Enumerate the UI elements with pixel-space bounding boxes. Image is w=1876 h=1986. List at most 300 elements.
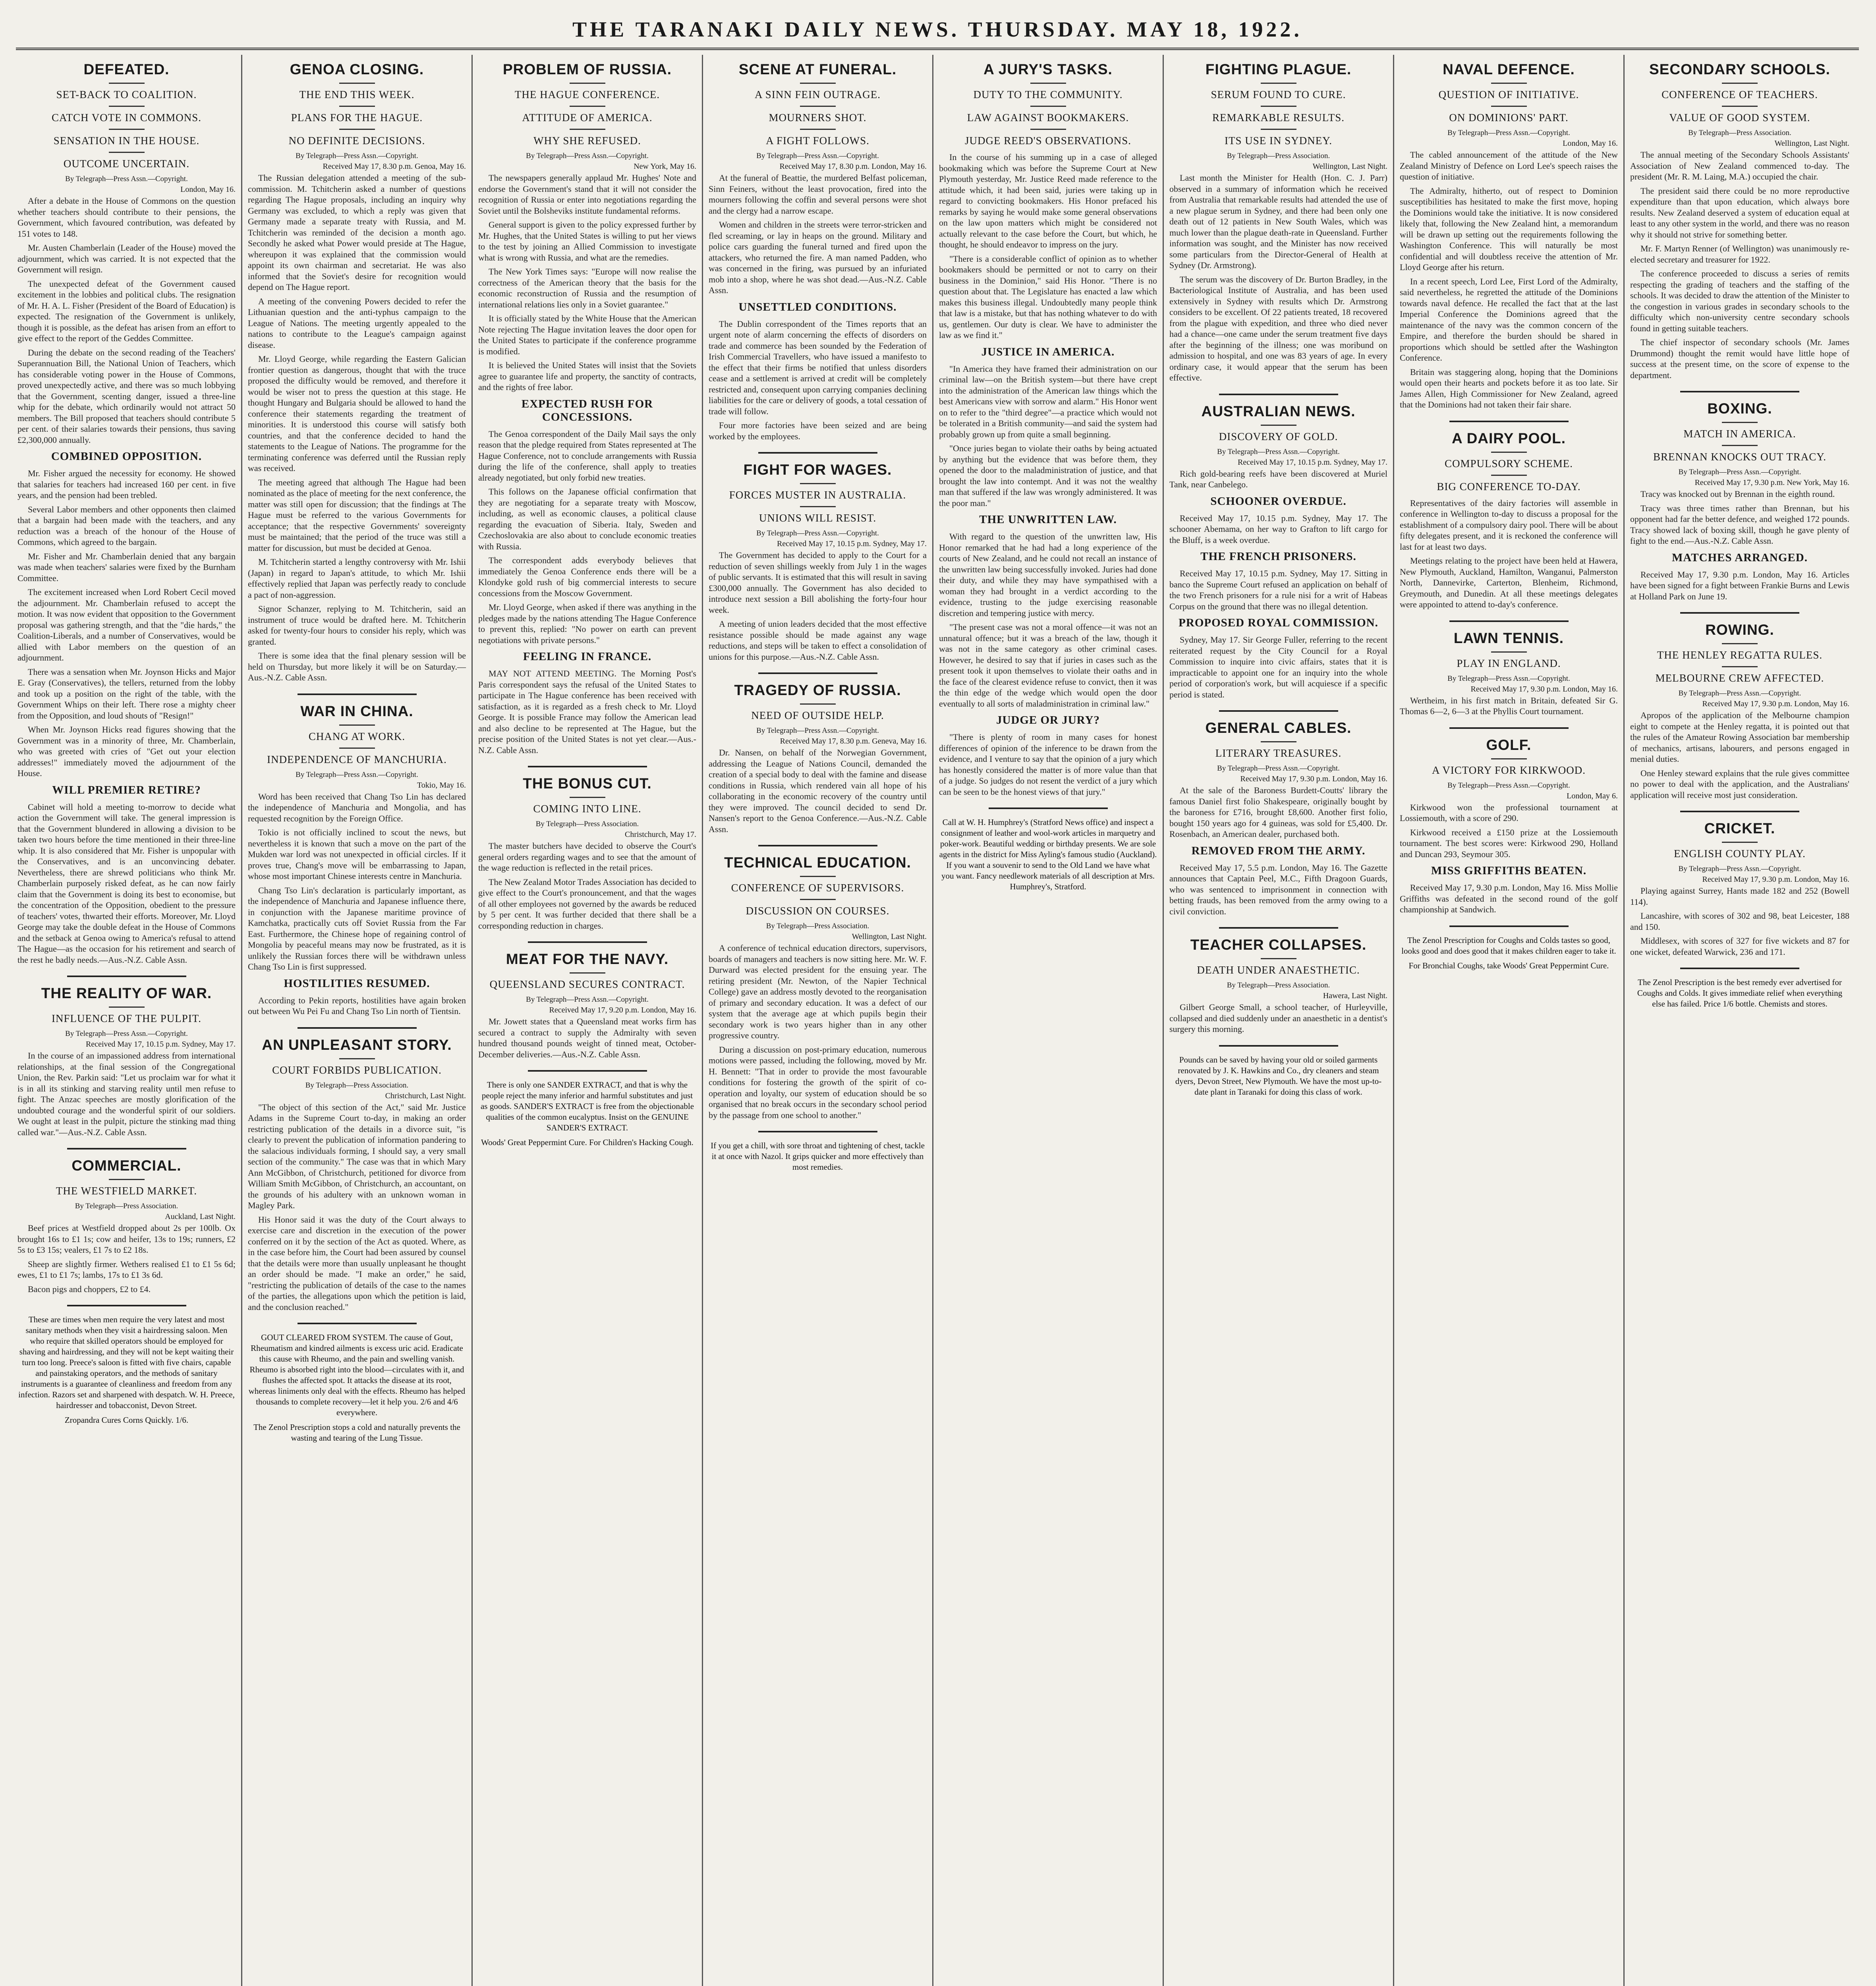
subheading: COMPULSORY SCHEME. (1444, 457, 1573, 469)
wire-credit: By Telegraph—Press Association. (75, 1202, 178, 1210)
paragraph: Four more factories have been seized and are being worked by the employees. (709, 420, 927, 441)
dateline: Auckland, Last Night. (165, 1212, 236, 1221)
headline: CRICKET. (1704, 820, 1776, 837)
article-body (1169, 172, 1387, 383)
paragraph: This follows on the Japanese official confirmation that they are negotiating for a separate treaty with Moscow, including, as well as economic clauses, a political clause regarding the evacuation of Siberia. Italy, Sweden and Czechoslovakia are also about to conclude economic treaties with Russia. (478, 487, 696, 551)
article (248, 1037, 466, 1313)
subheading: FORCES MUSTER IN AUSTRALIA. (729, 489, 906, 501)
divider-rule (109, 152, 145, 153)
paragraph: Gilbert George Small, a school teacher, of Hurleyville, collapsed and died suddenly under an anaesthetic in a dentist's surgery this morning. (1169, 1002, 1387, 1034)
article (1630, 820, 1849, 957)
section-heading: REMOVED FROM THE ARMY. (1191, 844, 1366, 857)
section-heading: MATCHES ARRANGED. (1672, 551, 1808, 564)
column-3 (473, 55, 703, 1986)
subheading: COMING INTO LINE. (533, 803, 641, 815)
paragraph: Mr. Lloyd George, while regarding the Eastern Galician frontier question as dangerous, thought that with the truce proposed the difficulty would be removed, and therefore it would be wiser not to press the question at this stage. He thought Hungary and Bulgaria should be allowed to hand the conference their statements regarding the treatment of minorities. It is understood this course will satisfy both countries, and that the conference decided to hand the statements to the League of Nations. The programme for the terminating conference was deferred until the Russian reply was received. (248, 354, 466, 473)
article-body (17, 195, 236, 965)
article-separator (1680, 391, 1799, 392)
subheading: INDEPENDENCE OF MANCHURIA. (267, 753, 447, 765)
column-2 (242, 55, 473, 1986)
divider-rule (109, 83, 145, 84)
paragraph: The president said there could be no more reproductive expenditure than that upon education, which always bore results. New Zealand deserved a system of education equal at least to any other system in the world, and there was no reason why it should not strive for something better. (1630, 185, 1849, 240)
paragraph: The excitement increased when Lord Robert Cecil moved the adjournment. Mr. Chamberlain refused to accept the motion. It was now evident that opposition to the Government proposal was gathering strength, and that the "die hards," the Coalition-Liberals, and a number of Conservatives, would be allied with Labor members on the question of an adjournment. (17, 587, 236, 663)
paragraph: It is believed the United States will insist that the Soviets agree to guarantee life and property, the sanctity of contracts, and the rights of free labor. (478, 360, 696, 392)
section-heading: HOSTILITIES RESUMED. (284, 977, 430, 990)
paragraph: Lancashire, with scores of 302 and 98, beat Leicester, 188 and 150. (1630, 911, 1849, 932)
paragraph: General support is given to the policy expressed further by Mr. Hughes, that the United States is willing to put her views to the test by joining an Allied Commission to investigate what is wrong with Russia, and what are the remedies. (478, 220, 696, 263)
paragraph: "There is a considerable conflict of opinion as to whether bookmakers should be permitted or not to carry on their business in the Dominion," said His Honor. "There is no question about that. The Legislature has enacted a law which makes this business illegal. Undoubtedly many people think that law is a mistake, but that has nothing whatever to do with us, gentlemen. Our duty is clear. We have to administer the law as we find it." (939, 253, 1157, 340)
subheading: QUEENSLAND SECURES CONTRACT. (489, 978, 685, 990)
article (248, 703, 466, 1017)
column-4 (703, 55, 933, 1986)
article-separator (298, 1323, 417, 1324)
subheading: THE HAGUE CONFERENCE. (514, 89, 660, 100)
subheading: INFLUENCE OF THE PULPIT. (51, 1012, 201, 1024)
paragraph: Received May 17, 10.15 p.m. Sydney, May 17. The schooner Abemama, on her way to Grafton to lift cargo for the Bluff, is a week overdue. (1169, 513, 1387, 545)
divider-rule (109, 129, 145, 130)
article (1169, 720, 1387, 917)
subheading: THE WESTFIELD MARKET. (56, 1185, 197, 1197)
divider-rule (339, 83, 375, 84)
divider-rule (800, 703, 836, 705)
wire-credit: By Telegraph—Press Association. (766, 922, 869, 930)
paragraph: There was a sensation when Mr. Joynson Hicks and Major E. Gray (Conservatives), the tellers, returned from the lobby and took up a position on the right of the table, with the Government Whips on their left. There rose a mighty cheer from the Opposition, and loud shouts of "Resign!" (17, 667, 236, 721)
dateline: Wellington, Last Night. (852, 932, 927, 941)
headline: A JURY'S TASKS. (983, 61, 1113, 77)
paragraph: Tracy was three times rather than Brennan, but his opponent had far the better defence, and weighed 172 pounds. Tracy showed lack of boxing skill, though he gave plenty of fight to the end.—Aus.-N.Z. Cable Assn. (1630, 503, 1849, 546)
paragraph: M. Tchitcherin started a lengthy controversy with Mr. Ishii (Japan) in regard to Japan's attitude, to which Mr. Ishii effectively replied that Japan was perfectly ready to conclude a pact of non-aggression. (248, 557, 466, 600)
subheading: CONFERENCE OF SUPERVISORS. (731, 882, 904, 894)
paragraph: Mr. Austen Chamberlain (Leader of the House) moved the adjournment, which was carried. It is not expected that the Government will resign. (17, 243, 236, 274)
subheading: MOURNERS SHOT. (769, 112, 867, 124)
article-separator (989, 808, 1108, 809)
article (478, 951, 696, 1060)
article-separator (67, 1305, 186, 1306)
headline: A DAIRY POOL. (1451, 430, 1566, 446)
headline: TEACHER COLLAPSES. (1190, 937, 1367, 953)
article-separator (528, 1070, 647, 1072)
advertisement: These are times when men require the very latest and most sanitary methods when they visit a hairdressing saloon. Men who require that skilled operators should be employed for shaving and hairdressing, and they will not be kept waiting their turn too long. Preece's saloon is fitted with five chairs, capable and painstaking operators, and the methods of sanitary instruments is a guarantee of cleanliness and freedom from any infection. Razors set and sharpened with despatch. W. H. Preece, hairdresser and tobacconist, Devon Street. (18, 1315, 235, 1410)
wire-credit: By Telegraph—Press Assn.—Copyright. (526, 152, 649, 160)
paragraph: Received May 17, 10.15 p.m. Sydney, May 17. Sitting in banco the Supreme Court refused an application on behalf of the two French prisoners for a rule nisi for a writ of Habeas Corpus on the ground that there was no illegal detention. (1169, 568, 1387, 611)
paragraph: The Genoa correspondent of the Daily Mail says the only reason that the pledge required from States represented at The Hague Conference, not to conclude arrangements with Russia during the life of the conference, shall apply to treaties already negotiated, but only forbid new treaties. (478, 429, 696, 483)
section-heading: COMBINED OPPOSITION. (51, 450, 202, 463)
subheading: ITS USE IN SYDNEY. (1224, 135, 1333, 147)
paragraph: The correspondent adds everybody believes that immediately the Genoa Conference ends there will be a Klondyke gold rush of big commercial interests to secure concessions from the Moscow Government. (478, 555, 696, 598)
divider-rule (800, 129, 836, 130)
paragraph: In a recent speech, Lord Lee, First Lord of the Admiralty, said nevertheless, he regretted the attitude of the Dominions towards naval defence. He recalled the fact that at the last Imperial Conference the Dominions agreed that the maintenance of the navy was the common concern of the Empire, and therefore the burden should be shared in proportions which should be settled after the Washington Conference. (1400, 276, 1618, 363)
wire-credit: By Telegraph—Press Assn.—Copyright. (1678, 468, 1801, 476)
paragraph: Cabinet will hold a meeting to-morrow to decide what action the Government will take. The general impression is that the Government blundered in allowing a division to be taken two hours before the time mentioned in their three-line whip. It is also considered that Mr. Fisher is unpopular with the Conservatives, and is an unconvincing debater. Nevertheless, there are shrewd politicians who think Mr. Chamberlain purposely risked defeat, as he can now fairly claim that the Government is doing its best to economise, but the concentration of the Opposition, obedient to the pressure of teachers' votes, thwarted their efforts. Moreover, Mr. Lloyd George may take the double defeat in the House of Commons and the setback at Genoa owing to America's refusal to attend The Hague—as the occasion for his retirement and search of the rest he badly needs.—Aus.-N.Z. Cable Assn. (17, 802, 236, 965)
subheading: PLANS FOR THE HAGUE. (291, 112, 423, 124)
article-separator (1219, 1045, 1338, 1047)
subheading: ON DOMINIONS' PART. (1449, 112, 1569, 124)
article-body (1169, 785, 1387, 917)
divider-rule (339, 1058, 375, 1059)
wire-credit: By Telegraph—Press Assn.—Copyright. (1217, 764, 1340, 773)
subheading: REMARKABLE RESULTS. (1212, 112, 1345, 124)
footer-notice: Woods' Great Peppermint Cure. For Children's Hacking Cough. (481, 1138, 694, 1147)
subheading: UNIONS WILL RESIST. (759, 512, 877, 524)
paragraph: When Mr. Joynson Hicks read figures showing that the Government was in a minority of three, Mr. Chamberlain, who was greeted with cries of "Get out your election addresses!" immediately moved the adjournment of the House. (17, 724, 236, 778)
dateline: Hawera, Last Night. (1323, 991, 1387, 1000)
article-body (1400, 695, 1618, 717)
paragraph: Tracy was knocked out by Brennan in the eighth round. (1640, 489, 1835, 499)
paragraph: The Admiralty, hitherto, out of respect to Dominion susceptibilities has hesitated to make the first move, hoping the Dominions would take the initiative. It is now considered likely that, following the New Zealand hint, a memorandum will be drawn up setting out the requirements following the Washington Conference. This will naturally be most confidential and will doubtless receive the attention of Mr. Lloyd George after his return. (1400, 185, 1618, 272)
paragraph: Tokio is not officially inclined to scout the news, but nevertheless it is known that such a move on the part of the Mukden war lord was not unexpected in official circles. If it proves true, Chang's move will be embarrassing to Japan, whose most important Chinese interests centre in Manchuria. (248, 827, 466, 881)
dateline: Christchurch, Last Night. (385, 1091, 466, 1100)
divider-rule (1491, 758, 1527, 759)
article-body (248, 1102, 466, 1313)
paragraph: In the course of his summing up in a case of alleged bookmaking which was before the Supreme Court at New Plymouth yesterday, Mr. Justice Reed made reference to the attitude which, it had been said, juries were taking up in regard to convicting bookmakers. His Honor prefaced his remarks by saying he would make some general observations on the law upon matters which might be considered not actually relevant to the case before the Court, but which, he thought, he should endeavor to impress on the jury. (939, 152, 1157, 249)
paragraph: Middlesex, with scores of 327 for five wickets and 87 for one wicket, defeated Warwick, 236 and 171. (1630, 936, 1849, 957)
section-heading: PROPOSED ROYAL COMMISSION. (1179, 616, 1378, 629)
paragraph: After a debate in the House of Commons on the question whether teachers should contribute to their pensions, the Government, which favoured contribution, was defeated by 151 votes to 148. (17, 196, 236, 239)
subheading: DEATH UNDER ANAESTHETIC. (1197, 964, 1360, 976)
dateline: New York, May 16. (634, 162, 696, 171)
section-heading: EXPECTED RUSH FOR CONCESSIONS. (521, 397, 653, 423)
divider-rule (1722, 445, 1758, 446)
section-heading: SCHOONER OVERDUE. (1210, 495, 1347, 508)
divider-rule (1491, 475, 1527, 476)
section-heading: FEELING IN FRANCE. (523, 650, 652, 663)
article-body (939, 152, 1157, 797)
divider-rule (570, 106, 605, 107)
wire-credit: By Telegraph—Press Assn.—Copyright. (1678, 689, 1801, 697)
headline: FIGHTING PLAGUE. (1205, 61, 1352, 77)
divider-rule (109, 1007, 145, 1008)
subheading: MELBOURNE CREW AFFECTED. (1655, 672, 1824, 684)
advertisement: Pounds can be saved by having your old or soiled garments renovated by J. K. Hawkins and Co., dry cleaners and steam dyers, Devon Street, New Plymouth. We have the most up-to-date plant in Taranaki for doing this class of work. (1175, 1055, 1382, 1097)
article-separator (1680, 968, 1799, 969)
headline: GENERAL CABLES. (1205, 720, 1352, 736)
headline: THE BONUS CUT. (523, 775, 652, 792)
subheading: SET-BACK TO COALITION. (56, 89, 197, 100)
paragraph: "The object of this section of the Act," said Mr. Justice Adams in the Supreme Court to-day, in making an order restricting publication of the details in a divorce suit, "is clearly to prevent the publication of information pandering to the salacious individuals forming, I should say, a very small section of the community." The case was that in which Mary Ann McGibbon, of Christchurch, petitioned for divorce from William Smith McGibbon, of Christchurch, an accountant, on the grounds of his adultery with an unknown woman in Magley Park. (248, 1102, 466, 1210)
subheading: SERUM FOUND TO CURE. (1211, 89, 1346, 100)
column-8 (1625, 55, 1855, 1986)
article (1400, 630, 1618, 717)
paragraph: Mr. Fisher argued the necessity for economy. He showed that salaries for teachers had increased 160 per cent. in five years, and the pension had been trebled. (17, 468, 236, 500)
subheading: LITERARY TREASURES. (1215, 747, 1342, 759)
paragraph: Kirkwood received a £150 prize at the Lossiemouth tournament. The best scores were: Kirkwood 290, Holland and Duncan 293, Seymour 305. (1400, 827, 1618, 859)
wire-credit: By Telegraph—Press Assn.—Copyright. (756, 529, 879, 537)
subheading: DISCOVERY OF GOLD. (1219, 430, 1338, 442)
article-body (1630, 885, 1849, 957)
article-body (1630, 710, 1849, 800)
dateline: Received May 17, 10.15 p.m. Sydney, May 17. (1238, 458, 1387, 467)
paragraph: Beef prices at Westfield dropped about 2s per 100lb. Ox brought 16s to £1 1s; cow and heifer, 13s to 19s; runners, £2 5s to £3 15s; vealers, £1 7s to £2 18s. (17, 1223, 236, 1255)
wire-credit: By Telegraph—Press Assn.—Copyright. (1217, 447, 1340, 456)
wire-credit: By Telegraph—Press Assn.—Copyright. (296, 770, 418, 779)
article-separator (528, 941, 647, 943)
divider-rule (339, 129, 375, 130)
wire-credit: By Telegraph—Press Assn.—Copyright. (65, 1030, 188, 1038)
article-separator (1449, 925, 1569, 927)
divider-rule (1261, 106, 1296, 107)
headline: PROBLEM OF RUSSIA. (502, 61, 672, 77)
subheading: VALUE OF GOOD SYSTEM. (1669, 112, 1810, 124)
footer-notice: For Bronchial Coughs, take Woods' Great Peppermint Cure. (1408, 960, 1609, 970)
subheading: JUDGE REED'S OBSERVATIONS. (964, 135, 1131, 147)
masthead-title: THE TARANAKI DAILY NEWS. THURSDAY. MAY 18, 1922. (572, 17, 1302, 41)
divider-rule (800, 506, 836, 507)
subheading: PLAY IN ENGLAND. (1457, 657, 1561, 669)
article-separator (758, 672, 877, 674)
wire-credit: By Telegraph—Press Assn.—Copyright. (526, 995, 649, 1004)
dateline: London, May 6. (1567, 791, 1618, 800)
subheading: THE END THIS WEEK. (299, 89, 415, 100)
divider-rule (109, 106, 145, 107)
dateline: Received May 17, 8.30 p.m. Geneva, May 16. (780, 737, 927, 746)
advertisement: Call at W. H. Humphrey's (Stratford News office) and inspect a consignment of leather and wool-work articles in marquetry and poker-work. Beautiful wedding or birthday presents. We are sole agents in the district for Miss Ayling's famous studio (Auckland). If you want a souvenir to send to the Old Land we have what you want. Fancy needlework materials of all description at Mrs. Humphrey's, Stratford. (939, 817, 1157, 891)
article-separator (1680, 811, 1799, 812)
paragraph: The master butchers have decided to observe the Court's general orders regarding wages and to see that the amount of the wage reduction is reflected in the retail prices. (478, 841, 696, 873)
headline: AUSTRALIAN NEWS. (1201, 403, 1356, 419)
article (1169, 61, 1387, 383)
section-heading: THE FRENCH PRISONERS. (1200, 550, 1356, 563)
divider-rule (109, 1179, 145, 1180)
article-body (1630, 489, 1849, 602)
paragraph: "The present case was not a moral offence—it was not an unnatural offence; but it was a breach of the law, though it was not in the same category as other criminal cases. However, he desired to say that if juries in cases such as the present took it upon themselves to violate their oaths and in the face of the clearest evidence refuse to convict, then it was the thin edge of the wedge which would open the door eventually to all sorts of maladministration in criminal law." (939, 622, 1157, 709)
divider-rule (800, 899, 836, 900)
paragraph: "Once juries began to violate their oaths by being actuated by anything but the evidence that was before them, they opened the door to the maladministration of justice, and that brought the law into contempt. And it was not the wealthy man that suffered if the law was wrongly administered. It was the poor man." (939, 443, 1157, 508)
article-body (478, 840, 696, 931)
divider-rule (1030, 83, 1066, 84)
article (1169, 403, 1387, 700)
section-heading: THE UNWRITTEN LAW. (979, 513, 1117, 526)
subheading: MATCH IN AMERICA. (1683, 428, 1796, 440)
divider-rule (570, 972, 605, 974)
divider-rule (1491, 651, 1527, 653)
article-body (17, 1050, 236, 1138)
wire-credit: By Telegraph—Press Association. (535, 820, 639, 828)
paragraph: The New York Times says: "Europe will now realise the correctness of the American theory that the basis for the economic reconstruction of Russia and the resumption of international relations lies only in a Soviet guarantee." (478, 267, 696, 309)
dateline: Received May 17, 9.20 p.m. London, May 16. (549, 1006, 696, 1014)
paragraph: "There is plenty of room in many cases for honest differences of opinion of the inference to be drawn from the evidence, and I venture to say that the opinion of a jury which has honestly considered the matter is of more value than that of a judge. So judges do not resent the verdict of a jury which can be seen to be the honest views of that jury." (939, 732, 1157, 797)
divider-rule (1722, 643, 1758, 644)
wire-credit: By Telegraph—Press Assn.—Copyright. (65, 175, 188, 183)
paragraph: The New Zealand Motor Trades Association has decided to give effect to the Court's pronouncement, and that the wages of all other employees not governed by the awards be reduced by 5 per cent. It was further decided that there shall be a corresponding reduction in charges. (478, 877, 696, 931)
headline: MEAT FOR THE NAVY. (506, 951, 669, 967)
divider-rule (800, 83, 836, 84)
section-heading: MISS GRIFFITHS BEATEN. (1431, 864, 1587, 877)
article-body (1400, 802, 1618, 915)
section-heading: JUSTICE IN AMERICA. (981, 345, 1115, 358)
article (709, 462, 927, 662)
article (478, 61, 696, 755)
dateline: Received May 17, 9.30 p.m. London, May 16. (1702, 875, 1849, 884)
divider-rule (1491, 83, 1527, 84)
divider-rule (1261, 129, 1296, 130)
dateline: Wellington, Last Night. (1312, 162, 1387, 171)
divider-rule (339, 724, 375, 726)
section-heading: WILL PREMIER RETIRE? (52, 783, 201, 796)
column-7 (1394, 55, 1625, 1986)
paragraph: The cabled announcement of the attitude of the New Zealand Ministry of Defence on Lord Lee's speech raises the question of initiative. (1400, 150, 1618, 182)
headline: BOXING. (1707, 400, 1772, 417)
paragraph: Dr. Nansen, on behalf of the Norwegian Government, addressing the League of Nations Council, demanded the creation of a special body to deal with the famine and disease conditions in Russia, which rendered vain all hope of his collaborating in the economic recovery of the country until they were improved. The council decided to send Dr. Nansen's report to the Genoa Conference.—Aus.-N.Z. Cable Assn. (709, 748, 927, 834)
paragraph: Sheep are slightly firmer. Wethers realised £1 to £1 5s 6d; ewes, £1 to £1 7s; lambs, 17s to £1 3s 6d. (17, 1259, 236, 1280)
paragraph: Received May 17, 9.30 p.m. London, May 16. Articles have been signed for a fight between Frankie Burns and Lewis at Holland Park on June 19. (1630, 569, 1849, 601)
divider-rule (1261, 958, 1296, 959)
article-separator (67, 976, 186, 977)
article-separator (1449, 727, 1569, 729)
divider-rule (1030, 129, 1066, 130)
dateline: Received May 17, 8.30 p.m. London, May 16. (779, 162, 927, 171)
article (17, 61, 236, 965)
article (1630, 400, 1849, 602)
divider-rule (1722, 106, 1758, 107)
newspaper-columns (12, 55, 1863, 1986)
subheading: THE HENLEY REGATTA RULES. (1657, 649, 1823, 661)
divider-rule (570, 797, 605, 798)
paragraph: Britain was staggering along, hoping that the Dominions would open their hearts and pockets before it as too late. Sir James Allen, High Commissioner for New Zealand, agreed that the Dominions had not taken their fair share. (1400, 367, 1618, 410)
headline: THE REALITY OF WAR. (41, 985, 212, 1001)
article-body (709, 747, 927, 835)
paragraph: Mr. F. Martyn Renner (of Wellington) was unanimously re-elected secretary and treasurer for 1922. (1630, 243, 1849, 265)
divider-rule (1491, 106, 1527, 107)
paragraph: Rich gold-bearing reefs have been discovered at Muriel Tank, near Canbelego. (1169, 468, 1387, 489)
paragraph: Signor Schanzer, replying to M. Tchitcherin, said an instrument of truce would be drafted here. M. Tchitcherin asked for twenty-four hours to consider his reply, which was granted. (248, 604, 466, 647)
paragraph: Several Labor members and other opponents then claimed that a bargain had been made with the teachers, and any reduction was a breach of the honour of the House of Commons, which agreed to the bargain. (17, 504, 236, 547)
paragraph: Kirkwood won the professional tournament at Lossiemouth, with a score of 290. (1400, 802, 1618, 823)
article-body (17, 1223, 236, 1294)
divider-rule (1261, 83, 1296, 84)
footer-notice: Zropandra Cures Corns Quickly. 1/6. (64, 1415, 189, 1425)
paragraph: The newspapers generally applaud Mr. Hughes' Note and endorse the Government's stand that it will not consider the recognition of Russia or enter into negotiations regarding the Soviet until the Bolsheviks institute fundamental reforms. (478, 173, 696, 216)
advertisement: GOUT CLEARED FROM SYSTEM. The cause of Gout, Rheumatism and kindred ailments is excess uric acid. Eradicate this cause with Rheumo, and the pain and swelling vanish. Rheumo is absorbed right into the blood—circulates with it, and flushes the affected spot. It attacks the disease at its root, whereas liniments only deal with the effects. Rheumo has helped thousands to complete recovery—let it help you. 2/6 and 4/6 everywhere. (248, 1333, 466, 1417)
paragraph: The chief inspector of secondary schools (Mr. James Drummond) thought the remit would have little hope of success at the present time, on the score of expense to the department. (1630, 337, 1849, 380)
article (1630, 622, 1849, 800)
paragraph: The Russian delegation attended a meeting of the sub-commission. M. Tchitcherin asked a number of questions regarding The Hague proposals, including an inquiry why Germany was excluded, to which a reply was given that Germany made a separate treaty with Russia, and M. Tchitcherin was reminded of the decision a month ago. Secondly he asked what Power would preside at The Hague, whereupon it was explained that the commission would appoint its own chairman and secretariat. He was also informed that the Soviet's desire for recognition would depend on The Hague report. (248, 173, 466, 292)
dateline: Received May 17, 10.15 p.m. Sydney, May 17. (777, 539, 927, 548)
section-heading: JUDGE OR JURY? (996, 714, 1100, 726)
headline: WAR IN CHINA. (300, 703, 413, 719)
dateline: London, May 16. (180, 185, 236, 194)
paragraph: At the sale of the Baroness Burdett-Coutts' library the famous Daniel first folio Shakespeare, originally bought by the baroness for £716, brought £8,600. Another first folio, bought 150 years ago for 4 guineas, was sold for £5,400. Dr. Rosenbach, an American dealer, purchased both. (1169, 785, 1387, 839)
article-body (478, 172, 696, 755)
paragraph: Mr. Jowett states that a Queensland meat works firm has secured a contract to supply the Admiralty with seven hundred thousand pounds weight of tinned meat, October-December deliveries.—Aus.-N.Z. Cable Assn. (478, 1016, 696, 1059)
article-body (1630, 149, 1849, 381)
headline: TRAGEDY OF RUSSIA. (734, 682, 901, 698)
divider-rule (1722, 666, 1758, 667)
paragraph: Meetings relating to the project have been held at Hawera, New Plymouth, Auckland, Hamilton, Wanganui, Palmerston North, Dannevirke, Carterton, Blenheim, Richmond, Greymouth, and Dunedin. At all these meetings delegates were appointed to attend to-day's conference. (1400, 556, 1618, 609)
paragraph: During a discussion on post-primary education, numerous motions were passed, including the following, moved by Mr. H. Bennett: "That in order to provide the most favourable conditions for fostering the growth of the spirit of co-operation and loyalty, our system of education should be so organised that no break occurs in the secondary school period by the passage from one school to another." (709, 1044, 927, 1120)
article (939, 61, 1157, 797)
wire-credit: By Telegraph—Press Association. (1688, 129, 1791, 137)
article (1400, 61, 1618, 410)
dateline: Wellington, Last Night. (1774, 139, 1849, 148)
subheading: DUTY TO THE COMMUNITY. (973, 89, 1123, 100)
article-separator (298, 694, 417, 695)
paragraph: Women and children in the streets were terror-stricken and fled screaming, or lay in heaps on the ground. Military and police cars guarding the funeral turned and fired upon the attackers, who returned the fire. A man named Padden, who was concerned in the firing, was pursued by an infuriated mob into a shop, where he was shot dead.—Aus.-N.Z. Cable Assn. (709, 220, 927, 295)
column-5 (933, 55, 1164, 1986)
paragraph: Mr. Lloyd George, when asked if there was anything in the pledges made by the nations attending The Hague Conference to prevent this, replied: "No power on earth can prevent negotiations with private persons." (478, 602, 696, 645)
subheading: DISCUSSION ON COURSES. (746, 905, 890, 917)
paragraph: A conference of technical education directors, supervisors, boards of managers and teachers is now sitting here. Mr. W. F. Durward was elected president for the ensuing year. The retiring president (Mr. Newton, of the Napier Technical College) gave an address mostly devoted to the reorganisation of primary and secondary education. It was a defect of our system that the average age at which pupils begin their secondary work is two years higher than in any other progressive country. (709, 943, 927, 1040)
dateline: Received May 17, 9.30 p.m. New York, May 16. (1694, 478, 1849, 487)
article-separator (528, 766, 647, 767)
article-separator (1219, 927, 1338, 929)
paragraph: One Henley steward explains that the rule gives committee no power to deal with the application, and the Australians' application will receive most just consideration. (1630, 768, 1849, 800)
wire-credit: By Telegraph—Press Assn.—Copyright. (1447, 129, 1570, 137)
headline: AN UNPLEASANT STORY. (262, 1036, 452, 1053)
article-body (478, 1016, 696, 1060)
subheading: OUTCOME UNCERTAIN. (63, 158, 190, 170)
article-separator (758, 845, 877, 846)
headline: DEFEATED. (83, 61, 170, 77)
paragraph: MAY NOT ATTEND MEETING. The Morning Post's Paris correspondent says the refusal of the United States to participate in The Hague conference has been received with satisfaction, as it is regarded as a fresh check to Mr. Lloyd George. It is possible France may follow the American lead and also decline to be represented at The Hague, but the precise position of the United States is not yet clear.—Aus.-N.Z. Cable Assn. (478, 668, 696, 755)
divider-rule (570, 83, 605, 84)
divider-rule (1261, 741, 1296, 742)
article (1400, 430, 1618, 610)
paragraph: A meeting of the convening Powers decided to refer the Lithuanian question and the anti-typhus campaign to the League of Nations. The meeting urgently appealed to the nations to contribute to the League's campaign against disease. (248, 296, 466, 350)
article-body (709, 943, 927, 1121)
article (478, 775, 696, 931)
article-body (1169, 468, 1387, 700)
article (248, 61, 466, 683)
footer-notice: The Zenol Prescription stops a cold and naturally prevents the wasting and tearing of the Lung Tissue. (253, 1422, 460, 1443)
article (17, 1157, 236, 1294)
wire-credit: By Telegraph—Press Association. (1227, 152, 1330, 160)
article (1630, 61, 1849, 381)
article-separator (298, 1027, 417, 1029)
advertisement: There is only one SANDER EXTRACT, and that is why the people reject the many inferior and harmful substitutes and just as goods. SANDER'S EXTRACT is free from the objectionable qualities of the common eucalyptus. Insist on the GENUINE SANDER'S EXTRACT. (480, 1080, 694, 1132)
dateline: London, May 16. (1563, 139, 1618, 148)
article-body (709, 172, 927, 442)
dateline: Received May 17, 9.30 p.m. London, May 16. (1240, 775, 1387, 783)
divider-rule (1722, 842, 1758, 843)
subheading: ENGLISH COUNTY PLAY. (1674, 848, 1806, 860)
divider-rule (1261, 425, 1296, 426)
paragraph: The Government has decided to apply to the Court for a reduction of seven shillings weekly from July 1 in the wages of public servants. It is estimated that this will result in saving £300,000 annually. The Government has also decided to introduce next session a Bill abolishing the forty-four hour week. (709, 550, 927, 615)
paragraph: At the funeral of Beattie, the murdered Belfast policeman, Sinn Feiners, without the least provocation, fired into the mourners following the coffin and several persons were shot and the clergy had a narrow escape. (709, 173, 927, 216)
divider-rule (800, 876, 836, 877)
advertisement: If you get a chill, with sore throat and tightening of chest, tackle it at once with Nazol. It grips quicker and more effectively than most remedies. (711, 1141, 925, 1172)
paragraph: The unexpected defeat of the Government caused excitement in the lobbies and political clubs. The resignation of Mr. H. A. L. Fisher (President of the Board of Education) is expected. The resignation of the Government is unlikely, though it is possible, as the defeat has arisen from an effort to give effect to the report of the Geddes Committee. (17, 278, 236, 343)
subheading: CATCH VOTE IN COMMONS. (51, 112, 202, 124)
dateline: Received May 17, 8.30 p.m. Genoa, May 16. (323, 162, 466, 171)
paragraph: Wertheim, in his first match in Britain, defeated Sir G. Thomas 6—2, 6—3 at the Phyllis Court tournament. (1400, 695, 1618, 716)
article-separator (758, 1131, 877, 1132)
subheading: COURT FORBIDS PUBLICATION. (272, 1064, 442, 1076)
wire-credit: By Telegraph—Press Assn.—Copyright. (296, 152, 418, 160)
article-body (709, 550, 927, 662)
paragraph: Playing against Surrey, Hants made 182 and 252 (Bowell 114). (1630, 886, 1849, 907)
article (17, 985, 236, 1138)
headline: TECHNICAL EDUCATION. (724, 854, 911, 871)
paragraph: Mr. Fisher and Mr. Chamberlain denied that any bargain was made when teachers' salaries were fixed by the Burnham Committee. (17, 551, 236, 583)
article-separator (1219, 394, 1338, 395)
paragraph: Last month the Minister for Health (Hon. C. J. Parr) observed in a summary of information which he received from Australia that remarkable results had attended the use of a new plague serum in Sydney, and there had been only one death out of 12 patients in New South Wales, which was much lower than the plague death-rate in Queensland. Further information was sought, and the Minister has now received some particulars from the Director-General of Health at Sydney (Dr. Armstrong). (1169, 173, 1387, 270)
paragraph: The Dublin correspondent of the Times reports that an urgent note of alarm concerning the effects of disorders on trade and commerce has been sounded by the Federation of Irish Commercial Travellers, who have issued a manifesto to the effect that their firms be notified that unless disorders cease and a settlement is arrived at credit will be completely restricted and, consequent upon carrying companies declining liabilities for the care or delivery of goods, a total cessation of trade will follow. (709, 319, 927, 416)
divider-rule (1722, 422, 1758, 423)
article (709, 682, 927, 835)
article-body (1169, 1002, 1387, 1035)
dateline: Received May 17, 10.15 p.m. Sydney, May 17. (86, 1040, 236, 1049)
subheading: A SINN FEIN OUTRAGE. (755, 89, 881, 100)
paragraph: Received May 17, 9.30 p.m. London, May 16. Miss Mollie Griffiths was defeated in the second round of the golf championship at Sandwich. (1400, 883, 1618, 914)
headline: GENOA CLOSING. (290, 61, 424, 77)
divider-rule (339, 106, 375, 107)
divider-rule (1491, 452, 1527, 453)
divider-rule (570, 129, 605, 130)
headline: LAWN TENNIS. (1453, 630, 1564, 646)
paragraph: The conference proceeded to discuss a series of remits respecting the grading of teachers and the staffing of the schools. It was decided to draw the attention of the Minister to the congestion in various grades in secondary schools to the difficulty which non-university centre secondary schools found in getting suitable teachers. (1630, 269, 1849, 333)
paragraph: There is some idea that the final plenary session will be held on Thursday, but more likely it will be on Saturday.—Aus.-N.Z. Cable Assn. (248, 651, 466, 682)
divider-rule (800, 483, 836, 484)
